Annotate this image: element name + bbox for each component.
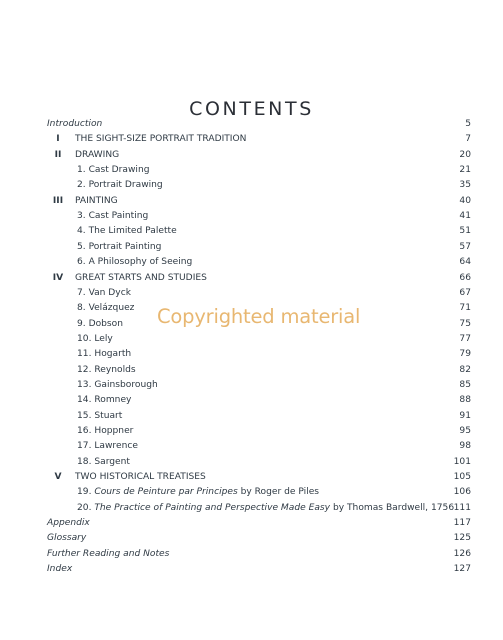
page-number: 67 bbox=[459, 287, 471, 298]
toc-entry-title: Introduction bbox=[47, 119, 103, 129]
page-number: 91 bbox=[459, 410, 471, 421]
toc-entry bbox=[0, 209, 503, 224]
toc-entry bbox=[0, 178, 503, 193]
entry-number: 19. bbox=[77, 487, 95, 498]
toc-entry bbox=[0, 271, 503, 286]
toc-entry-title: THE SIGHT-SIZE PORTRAIT TRADITION bbox=[75, 134, 247, 145]
toc-entry-title bbox=[77, 485, 319, 500]
page-number: 77 bbox=[459, 333, 471, 344]
part-numeral: IV bbox=[52, 272, 64, 283]
toc-entry bbox=[0, 531, 503, 546]
toc-entry-title: 17. Lawrence bbox=[77, 441, 138, 452]
toc-entry-title: Further Reading and Notes bbox=[47, 548, 170, 559]
toc-entry bbox=[0, 424, 503, 439]
page-number: 35 bbox=[459, 180, 471, 191]
toc-entry-title: 7. Van Dyck bbox=[77, 287, 131, 298]
toc-entry bbox=[0, 363, 503, 378]
toc-entry-title: DRAWING bbox=[75, 149, 120, 160]
toc-entry-title: 4. The Limited Palette bbox=[77, 226, 177, 237]
toc-entry bbox=[0, 194, 503, 209]
toc-entry-title: TWO HISTORICAL TREATISES bbox=[75, 472, 206, 483]
page-number: 79 bbox=[459, 349, 471, 360]
treatise-title: Cours de Peinture par Principes bbox=[94, 487, 238, 498]
toc-entry bbox=[0, 117, 503, 132]
part-numeral: V bbox=[54, 472, 62, 483]
page-number: 21 bbox=[459, 165, 471, 176]
page-number: 51 bbox=[459, 226, 471, 237]
page-number: 66 bbox=[459, 272, 471, 283]
toc-entry-title: 18. Sargent bbox=[77, 456, 130, 467]
toc-entry-title: Appendix bbox=[47, 518, 90, 529]
toc-entry-title: 11. Hogarth bbox=[77, 349, 132, 360]
entry-number: 20. bbox=[77, 502, 95, 513]
toc-entry bbox=[0, 501, 503, 516]
toc-entry-title: 6. A Philosophy of Seeing bbox=[77, 257, 193, 268]
page-number: 101 bbox=[453, 456, 471, 467]
toc-entry bbox=[0, 409, 503, 424]
page-number: 127 bbox=[453, 564, 471, 575]
toc-entry bbox=[0, 332, 503, 347]
page-number: 57 bbox=[459, 241, 471, 252]
page-number: 98 bbox=[459, 441, 471, 452]
page-number: 105 bbox=[453, 472, 471, 483]
toc-entry-title: 1. Cast Drawing bbox=[77, 165, 150, 176]
toc-entry bbox=[0, 148, 503, 163]
page-number: 20 bbox=[459, 149, 471, 160]
toc-entry-title: 13. Gainsborough bbox=[77, 379, 158, 390]
toc-entry bbox=[0, 132, 503, 147]
toc-entry-title: Glossary bbox=[47, 533, 87, 544]
toc-entry bbox=[0, 224, 503, 239]
toc-entry bbox=[0, 547, 503, 562]
toc-entry-title: 3. Cast Painting bbox=[77, 211, 149, 222]
toc-entry-title: GREAT STARTS AND STUDIES bbox=[75, 272, 207, 283]
toc-entry-title: 14. Romney bbox=[77, 395, 132, 406]
page-number: 40 bbox=[459, 195, 471, 206]
toc-entry-title: 5. Portrait Painting bbox=[77, 241, 162, 252]
toc-entry bbox=[0, 455, 503, 470]
part-numeral: III bbox=[52, 195, 64, 206]
part-numeral: I bbox=[56, 134, 60, 145]
page-number: 71 bbox=[459, 303, 471, 314]
page-number: 106 bbox=[453, 487, 471, 498]
toc-entry bbox=[0, 347, 503, 362]
page-number: 5 bbox=[465, 119, 471, 129]
page-number: 95 bbox=[459, 426, 471, 436]
copyright-watermark: Copyrighted material bbox=[157, 305, 361, 328]
page-number: 85 bbox=[459, 379, 471, 390]
treatise-title: The Practice of Painting and Perspective Made Easy bbox=[94, 502, 331, 513]
toc-entry-title: 15. Stuart bbox=[77, 410, 123, 421]
toc-entry bbox=[0, 470, 503, 485]
toc-entry bbox=[0, 378, 503, 393]
toc-entry-title: 12. Reynolds bbox=[77, 364, 136, 375]
toc-entry bbox=[0, 516, 503, 531]
page-number: 125 bbox=[453, 533, 471, 544]
toc-entry-title: PAINTING bbox=[75, 195, 118, 206]
page-number: 88 bbox=[459, 395, 471, 406]
toc-entry-title: 16. Hoppner bbox=[77, 426, 134, 436]
treatise-author: by Roger de Piles bbox=[237, 487, 320, 498]
toc-entry-title: Index bbox=[47, 564, 73, 575]
page-number: 64 bbox=[459, 257, 471, 268]
page-number: 75 bbox=[459, 318, 471, 329]
treatise-author: by Thomas Bardwell, 1756 bbox=[330, 502, 455, 513]
page-number: 41 bbox=[459, 211, 471, 222]
part-numeral: II bbox=[54, 149, 62, 160]
toc-entry bbox=[0, 439, 503, 454]
toc-entry bbox=[0, 163, 503, 178]
toc-entry bbox=[0, 255, 503, 270]
toc-entry-title: 9. Dobson bbox=[77, 318, 123, 329]
page-number: 111 bbox=[453, 502, 471, 513]
toc-entry bbox=[0, 562, 503, 577]
toc-entry-title bbox=[77, 501, 454, 516]
toc-entry-title: 2. Portrait Drawing bbox=[77, 180, 163, 191]
toc-entry bbox=[0, 485, 503, 500]
toc-entry-title: 8. Velázquez bbox=[77, 303, 135, 314]
page-number: 82 bbox=[459, 364, 471, 375]
toc-entry bbox=[0, 240, 503, 255]
page-number: 126 bbox=[453, 548, 471, 559]
page-title: CONTENTS bbox=[189, 98, 314, 120]
page-number: 117 bbox=[453, 518, 471, 529]
toc-entry-title: 10. Lely bbox=[77, 333, 113, 344]
page-number: 7 bbox=[465, 134, 471, 145]
toc-entry bbox=[0, 286, 503, 301]
toc-entry bbox=[0, 393, 503, 408]
